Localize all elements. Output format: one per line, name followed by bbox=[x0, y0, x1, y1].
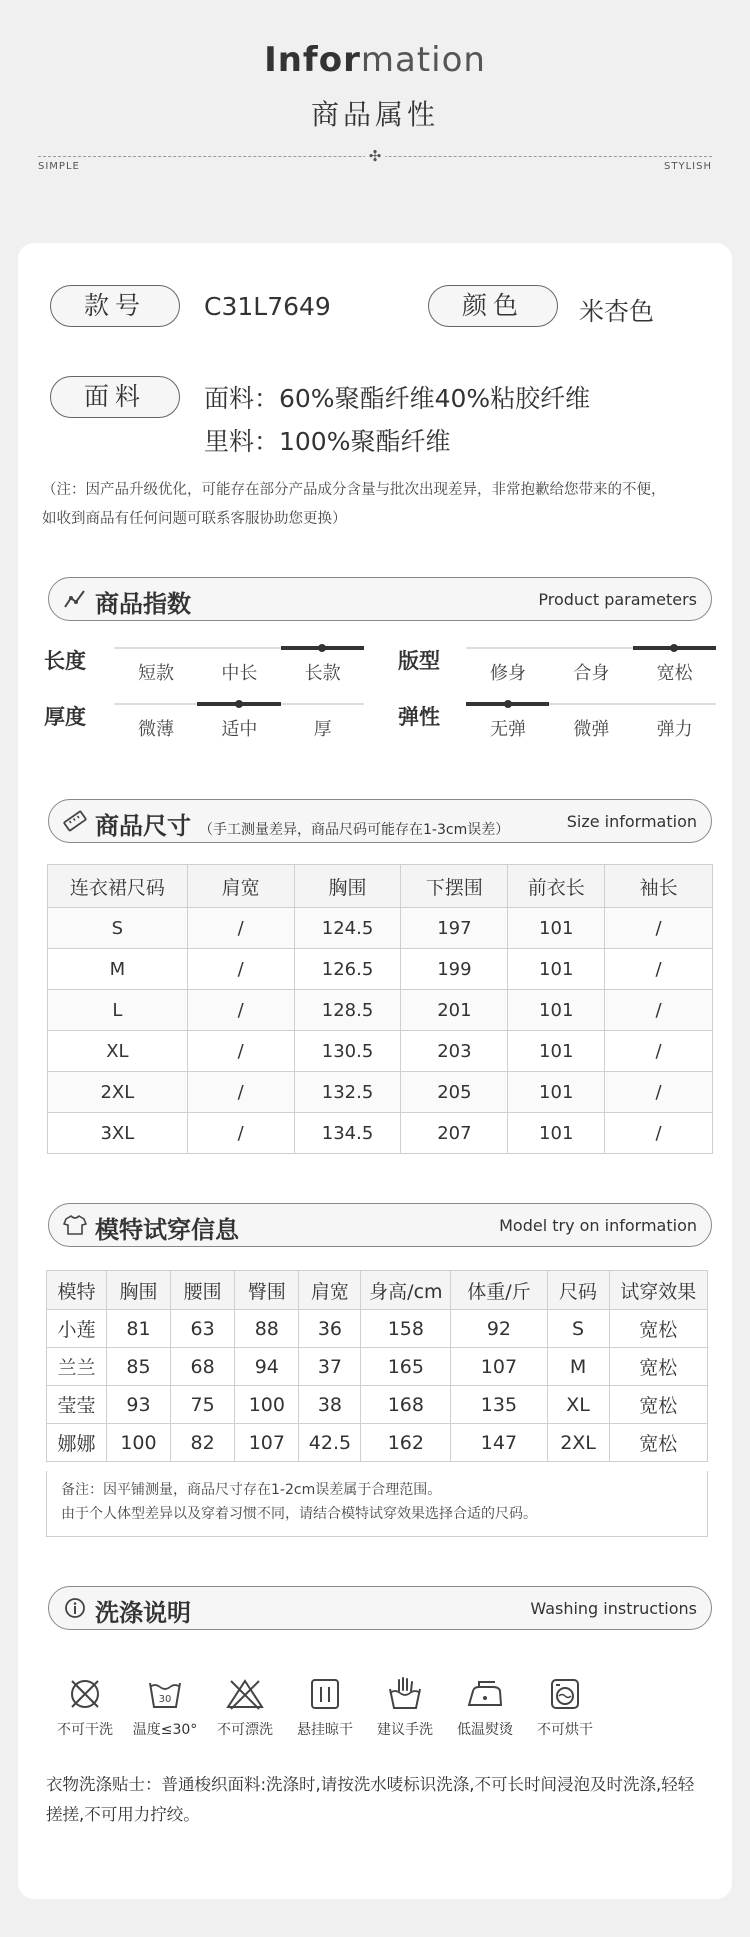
size-cell: / bbox=[187, 1072, 294, 1113]
size-title-text: 商品尺寸 bbox=[95, 812, 191, 840]
scale-option: 弹力 bbox=[656, 719, 693, 740]
model-cell: 162 bbox=[361, 1424, 451, 1462]
model-cell: 莹莹 bbox=[47, 1386, 107, 1424]
size-header-cell: 肩宽 bbox=[187, 865, 294, 908]
model-section-header bbox=[48, 1203, 712, 1247]
size-cell: 126.5 bbox=[294, 949, 401, 990]
size-cell: / bbox=[605, 1072, 713, 1113]
model-header-cell: 臀围 bbox=[235, 1271, 299, 1310]
size-note: （手工测量差异，商品尺码可能存在1-3cm误差） bbox=[199, 822, 510, 838]
fabric-line-2: 里料：100%聚酯纤维 bbox=[204, 427, 451, 456]
scale-marker bbox=[670, 644, 678, 652]
model-header-cell: 胸围 bbox=[106, 1271, 170, 1310]
model-cell: 107 bbox=[235, 1424, 299, 1462]
wash-30-icon bbox=[145, 1675, 185, 1713]
model-cell: 158 bbox=[361, 1310, 451, 1348]
size-cell: 134.5 bbox=[294, 1113, 401, 1154]
model-cell: 2XL bbox=[547, 1424, 609, 1462]
wash-label-no-bleach: 不可漂洗 bbox=[217, 1722, 273, 1738]
scale-marker bbox=[318, 644, 326, 652]
model-cell: 147 bbox=[451, 1424, 547, 1462]
scale-option: 宽松 bbox=[656, 663, 693, 684]
color-label: 颜色 bbox=[428, 285, 558, 327]
model-cell: 37 bbox=[299, 1348, 361, 1386]
param-label-fit: 版型 bbox=[398, 649, 440, 673]
model-table-header bbox=[47, 1271, 708, 1310]
wash-title: 洗涤说明 bbox=[95, 1599, 191, 1627]
no-tumble-dry-icon bbox=[545, 1675, 585, 1713]
model-cell: 168 bbox=[361, 1386, 451, 1424]
param-label-length: 长度 bbox=[44, 649, 86, 673]
size-title-en: Size information bbox=[566, 812, 697, 831]
tshirt-icon bbox=[63, 1214, 87, 1236]
table-row bbox=[48, 908, 713, 949]
size-cell: / bbox=[187, 949, 294, 990]
model-cell: 107 bbox=[451, 1348, 547, 1386]
model-cell: 小莲 bbox=[47, 1310, 107, 1348]
scale-option: 短款 bbox=[138, 663, 174, 684]
model-cell: 娜娜 bbox=[47, 1424, 107, 1462]
model-cell: 36 bbox=[299, 1310, 361, 1348]
model-cell: 宽松 bbox=[609, 1348, 707, 1386]
wash-label-no-tumble-dry: 不可烘干 bbox=[537, 1722, 593, 1738]
model-note bbox=[46, 1471, 708, 1537]
no-dry-clean-icon bbox=[65, 1675, 105, 1713]
fabric-note bbox=[42, 476, 712, 534]
size-cell: 207 bbox=[401, 1113, 508, 1154]
params-title-en: Product parameters bbox=[538, 590, 697, 609]
model-header-cell: 体重/斤 bbox=[451, 1271, 547, 1310]
model-header-cell: 试穿效果 bbox=[609, 1271, 707, 1310]
crosshair-icon: ✣ bbox=[365, 146, 385, 166]
table-row bbox=[47, 1386, 708, 1424]
model-cell: 兰兰 bbox=[47, 1348, 107, 1386]
table-row bbox=[48, 949, 713, 990]
model-title-en: Model try on information bbox=[499, 1216, 697, 1235]
wash-item-no-dry-clean bbox=[40, 1675, 130, 1739]
model-cell: 63 bbox=[171, 1310, 235, 1348]
model-title: 模特试穿信息 bbox=[95, 1216, 239, 1244]
fabric-note-line-2: 如收到商品有任何问题可联系客服协助您更换） bbox=[42, 511, 347, 527]
model-cell: 38 bbox=[299, 1386, 361, 1424]
wash-label-low-iron: 低温熨烫 bbox=[457, 1722, 513, 1738]
size-cell: S bbox=[48, 908, 188, 949]
size-header-cell: 下摆围 bbox=[401, 865, 508, 908]
size-cell: M bbox=[48, 949, 188, 990]
size-cell: 101 bbox=[508, 1072, 605, 1113]
model-header-cell: 腰围 bbox=[171, 1271, 235, 1310]
size-cell: / bbox=[187, 1113, 294, 1154]
param-scale-fit bbox=[466, 647, 716, 684]
model-cell: 94 bbox=[235, 1348, 299, 1386]
model-cell: 92 bbox=[451, 1310, 547, 1348]
scale-option: 厚 bbox=[313, 719, 332, 740]
wash-label-temp: 温度≤30° bbox=[132, 1722, 198, 1738]
size-cell: / bbox=[605, 990, 713, 1031]
table-row bbox=[48, 990, 713, 1031]
model-cell: S bbox=[547, 1310, 609, 1348]
size-cell: 205 bbox=[401, 1072, 508, 1113]
model-table bbox=[46, 1270, 708, 1462]
size-cell: 197 bbox=[401, 908, 508, 949]
no-bleach-icon bbox=[225, 1675, 265, 1713]
size-header-cell: 前衣长 bbox=[508, 865, 605, 908]
model-cell: 85 bbox=[106, 1348, 170, 1386]
wash-title-en: Washing instructions bbox=[530, 1599, 697, 1618]
model-cell: 宽松 bbox=[609, 1310, 707, 1348]
model-cell: 88 bbox=[235, 1310, 299, 1348]
param-label-thickness: 厚度 bbox=[44, 705, 86, 729]
wash-section-header bbox=[48, 1586, 712, 1630]
model-cell: 165 bbox=[361, 1348, 451, 1386]
model-header-cell: 身高/cm bbox=[361, 1271, 451, 1310]
size-cell: 101 bbox=[508, 908, 605, 949]
model-header-cell: 模特 bbox=[47, 1271, 107, 1310]
model-note-line-2: 由于个人体型差异以及穿着习惯不同，请结合模特试穿效果选择合适的尺码。 bbox=[61, 1506, 537, 1522]
size-header-cell: 胸围 bbox=[294, 865, 401, 908]
wash-item-no-tumble-dry bbox=[520, 1675, 610, 1739]
left-tag: SIMPLE bbox=[38, 161, 80, 172]
param-label-elasticity: 弹性 bbox=[398, 705, 440, 729]
title-light: mation bbox=[360, 40, 486, 80]
title-bold: Infor bbox=[264, 40, 361, 80]
model-cell: 68 bbox=[171, 1348, 235, 1386]
table-row bbox=[48, 1072, 713, 1113]
size-header-cell: 连衣裙尺码 bbox=[48, 865, 188, 908]
params-section-header bbox=[48, 577, 712, 621]
scale-option: 微弹 bbox=[573, 719, 610, 740]
info-card bbox=[18, 243, 732, 1899]
model-cell: 93 bbox=[106, 1386, 170, 1424]
right-tag: STYLISH bbox=[664, 161, 712, 172]
size-cell: / bbox=[187, 990, 294, 1031]
wash-label-hand-wash: 建议手洗 bbox=[377, 1722, 433, 1738]
color-value: 米杏色 bbox=[579, 297, 655, 326]
size-cell: / bbox=[605, 1113, 713, 1154]
size-cell: / bbox=[605, 1031, 713, 1072]
size-cell: 101 bbox=[508, 949, 605, 990]
wash-tips bbox=[46, 1770, 716, 1830]
model-cell: 135 bbox=[451, 1386, 547, 1424]
wash-item-no-bleach bbox=[200, 1675, 290, 1739]
size-cell: 3XL bbox=[48, 1113, 188, 1154]
model-cell: 100 bbox=[235, 1386, 299, 1424]
scale-option: 无弹 bbox=[490, 719, 526, 740]
size-cell: / bbox=[605, 949, 713, 990]
param-scale-length bbox=[114, 647, 364, 684]
scale-option: 适中 bbox=[221, 719, 258, 740]
size-table-body bbox=[48, 908, 713, 1154]
fabric-note-line-1: （注：因产品升级优化，可能存在部分产品成分含量与批次出现差异，非常抱歉给您带来的不便， bbox=[42, 482, 666, 498]
page-title bbox=[0, 40, 750, 80]
size-header-cell: 袖长 bbox=[605, 865, 713, 908]
scale-option: 中长 bbox=[221, 663, 258, 684]
size-cell: / bbox=[605, 908, 713, 949]
svg-text:30: 30 bbox=[158, 1694, 172, 1705]
size-table-header bbox=[48, 865, 713, 908]
size-cell: 101 bbox=[508, 1031, 605, 1072]
size-cell: 128.5 bbox=[294, 990, 401, 1031]
model-cell: XL bbox=[547, 1386, 609, 1424]
model-cell: M bbox=[547, 1348, 609, 1386]
param-scale-thickness bbox=[114, 703, 364, 740]
wash-item-hand-wash bbox=[360, 1675, 450, 1739]
size-cell: L bbox=[48, 990, 188, 1031]
model-cell: 81 bbox=[106, 1310, 170, 1348]
fabric-line-1: 面料：60%聚酯纤维40%粘胶纤维 bbox=[204, 384, 591, 413]
size-section-header bbox=[48, 799, 712, 843]
size-cell: 132.5 bbox=[294, 1072, 401, 1113]
wash-label-hang-dry: 悬挂晾干 bbox=[297, 1722, 353, 1738]
wash-tips-line-2: 搓搓,不可用力拧绞。 bbox=[46, 1805, 200, 1824]
size-cell: / bbox=[187, 1031, 294, 1072]
fabric-label: 面料 bbox=[50, 376, 180, 418]
model-cell: 82 bbox=[171, 1424, 235, 1462]
model-cell: 宽松 bbox=[609, 1386, 707, 1424]
params-title: 商品指数 bbox=[95, 590, 191, 618]
table-row bbox=[47, 1310, 708, 1348]
wash-tips-line-1: 衣物洗涤贴士：普通梭织面料:洗涤时,请按洗水唛标识洗涤,不可长时间浸泡及时洗涤,轻轻 bbox=[46, 1775, 695, 1794]
scale-marker bbox=[235, 700, 243, 708]
size-table bbox=[47, 864, 713, 1154]
size-cell: 2XL bbox=[48, 1072, 188, 1113]
size-cell: 101 bbox=[508, 990, 605, 1031]
model-cell: 宽松 bbox=[609, 1424, 707, 1462]
wash-label-no-dry-clean: 不可干洗 bbox=[57, 1722, 113, 1738]
size-cell: 101 bbox=[508, 1113, 605, 1154]
scale-marker bbox=[504, 700, 512, 708]
size-cell: 203 bbox=[401, 1031, 508, 1072]
low-iron-icon bbox=[465, 1675, 505, 1713]
scale-option: 合身 bbox=[573, 663, 610, 684]
wash-item-hang-dry bbox=[280, 1675, 370, 1739]
hand-wash-icon bbox=[385, 1675, 425, 1713]
table-row bbox=[48, 1113, 713, 1154]
size-cell: 199 bbox=[401, 949, 508, 990]
model-table-body bbox=[47, 1310, 708, 1462]
model-header-cell: 肩宽 bbox=[299, 1271, 361, 1310]
wash-item-low-iron bbox=[440, 1675, 530, 1739]
scale-option: 长款 bbox=[304, 663, 341, 684]
model-note-line-1: 备注：因平铺测量，商品尺寸存在1-2cm误差属于合理范围。 bbox=[61, 1482, 442, 1498]
table-row bbox=[47, 1424, 708, 1462]
size-title bbox=[95, 806, 509, 841]
size-cell: 124.5 bbox=[294, 908, 401, 949]
param-scale-elasticity bbox=[466, 703, 716, 740]
scale-option: 微薄 bbox=[138, 719, 174, 740]
model-header-cell: 尺码 bbox=[547, 1271, 609, 1310]
model-cell: 42.5 bbox=[299, 1424, 361, 1462]
size-cell: 201 bbox=[401, 990, 508, 1031]
style-no-value: C31L7649 bbox=[204, 292, 331, 321]
table-row bbox=[48, 1031, 713, 1072]
page-subtitle: 商品属性 bbox=[310, 98, 439, 131]
table-row bbox=[47, 1348, 708, 1386]
size-cell: / bbox=[187, 908, 294, 949]
ruler-icon bbox=[63, 810, 87, 832]
info-circle-icon bbox=[63, 1597, 87, 1619]
trend-line-icon bbox=[63, 588, 87, 610]
model-cell: 100 bbox=[106, 1424, 170, 1462]
hang-dry-icon bbox=[305, 1675, 345, 1713]
size-cell: 130.5 bbox=[294, 1031, 401, 1072]
scale-option: 修身 bbox=[490, 663, 526, 684]
wash-item-temp bbox=[120, 1675, 210, 1739]
style-no-label: 款号 bbox=[50, 285, 180, 327]
size-cell: XL bbox=[48, 1031, 188, 1072]
model-cell: 75 bbox=[171, 1386, 235, 1424]
